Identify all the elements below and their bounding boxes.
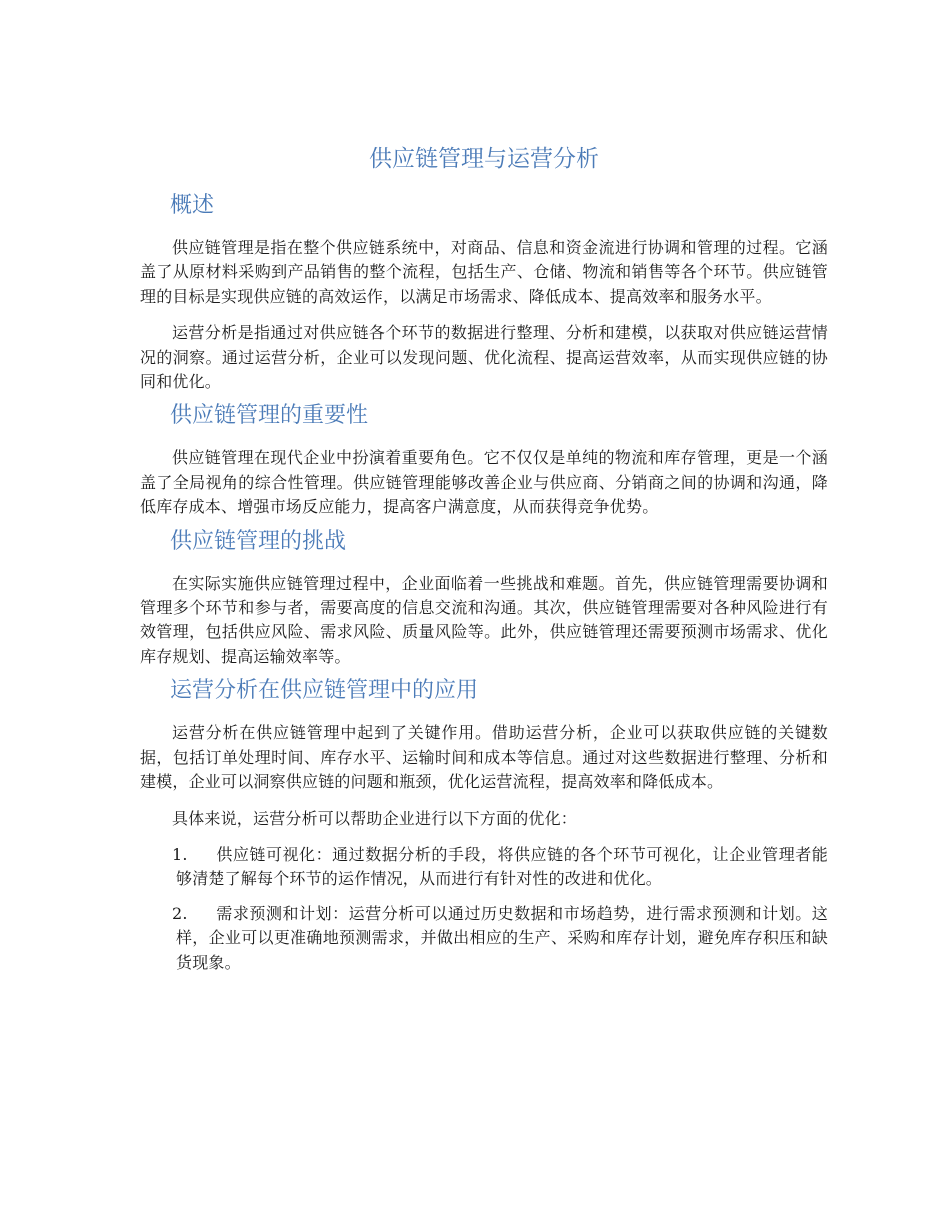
paragraph: 运营分析在供应链管理中起到了关键作用。借助运营分析，企业可以获取供应链的关键数据，包括订单处理时间、库存水平、运输时间和成本等信息。通过对这些数据进行整理、分析和建模，企业可以洞察供应链的问题和瓶颈，优化运营流程，提高效率和降低成本。 [140,723,828,792]
list-item [172,843,828,892]
paragraph: 具体来说，运营分析可以帮助企业进行以下方面的优化： [172,808,578,828]
list-number: 1. [172,844,188,864]
list-text: 需求预测和计划：运营分析可以通过历史数据和市场趋势，进行需求预测和计划。这样，企业可以更准确地预测需求，并做出相应的生产、采购和库存计划，避免库存积压和缺货现象。 [176,903,828,972]
list-item [172,902,828,975]
section-overview [140,190,828,394]
list-text: 供应链可视化：通过数据分析的手段，将供应链的各个环节可视化，让企业管理者能够清楚了解每个环节的运作情况，从而进行有针对性的改进和优化。 [176,844,828,889]
section-applications [140,675,828,975]
paragraph: 供应链管理是指在整个供应链系统中，对商品、信息和资金流进行协调和管理的过程。它涵盖了从原材料采购到产品销售的整个流程，包括生产、仓储、物流和销售等各个环节。供应链管理的目标是实现供应链的高效运作，以满足市场需求、降低成本、提高效率和服务水平。 [140,238,828,306]
section-heading: 供应链管理的挑战 [170,528,347,554]
section-challenges [140,526,828,670]
section-importance [140,400,828,519]
paragraph: 运营分析是指通过对供应链各个环节的数据进行整理、分析和建模，以获取对供应链运营情况的洞察。通过运营分析，企业可以发现问题、优化流程、提高运营效率，从而实现供应链的协同和优化。 [140,323,828,392]
list-number: 2. [172,903,188,923]
document-title: 供应链管理与运营分析 [369,146,599,172]
optimization-list [140,843,828,975]
section-heading: 运营分析在供应链管理中的应用 [170,678,479,704]
paragraph: 供应链管理在现代企业中扮演着重要角色。它不仅仅是单纯的物流和库存管理，更是一个涵盖了全局视角的综合性管理。供应链管理能够改善企业与供应商、分销商之间的协调和沟通，降低库存成本、增强市场反应能力，提高客户满意度，从而获得竞争优势。 [140,448,828,517]
document-body [140,142,828,985]
section-heading: 供应链管理的重要性 [170,403,369,429]
paragraph: 在实际实施供应链管理过程中，企业面临着一些挑战和难题。首先，供应链管理需要协调和管理多个环节和参与者，需要高度的信息交流和沟通。其次，供应链管理需要对各种风险进行有效管理，包括供应风险、需求风险、质量风险等。此外，供应链管理还需要预测市场需求、优化库存规划、提高运输效率等。 [140,573,828,666]
section-heading: 概述 [170,193,215,218]
